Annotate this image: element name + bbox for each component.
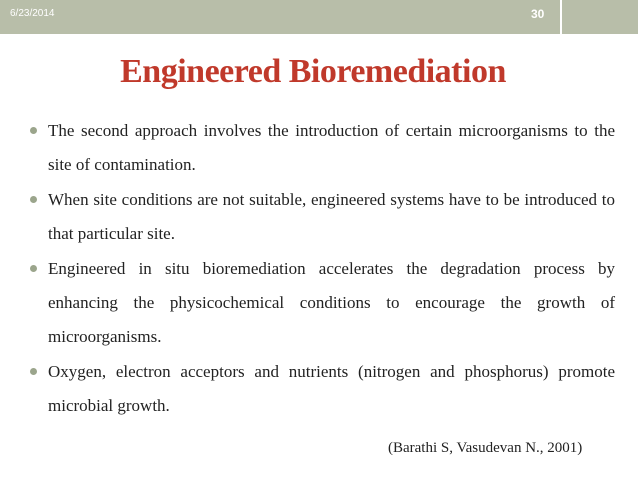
bullet-list xyxy=(30,114,615,424)
header-divider xyxy=(560,0,562,34)
bullet-text: When site conditions are not suitable, engineered systems have to be introduced to that particular site. xyxy=(48,190,615,243)
bullet-dot-icon xyxy=(30,196,37,203)
header-bar xyxy=(0,0,638,34)
bullet-item xyxy=(30,355,615,423)
bullet-dot-icon xyxy=(30,368,37,375)
bullet-text: Engineered in situ bioremediation accelerates the degradation process by enhancing the physicochemical conditions to encourage the growth of microorganisms. xyxy=(48,259,615,346)
bullet-dot-icon xyxy=(30,265,37,272)
bullet-item xyxy=(30,114,615,182)
slide-page-number: 30 xyxy=(531,7,545,21)
slide-title-container xyxy=(0,53,638,91)
bullet-text: The second approach involves the introduction of certain microorganisms to the site of contamination. xyxy=(48,121,615,174)
bullet-text: Oxygen, electron acceptors and nutrients (nitrogen and phosphorus) promote microbial growth. xyxy=(48,362,615,415)
bullet-item xyxy=(30,252,615,354)
slide-date: 6/23/2014 xyxy=(10,8,55,19)
bullet-dot-icon xyxy=(30,127,37,134)
bullet-item xyxy=(30,183,615,251)
slide-title: Engineered Bioremediation xyxy=(120,53,506,90)
citation: (Barathi S, Vasudevan N., 2001) xyxy=(388,440,583,456)
